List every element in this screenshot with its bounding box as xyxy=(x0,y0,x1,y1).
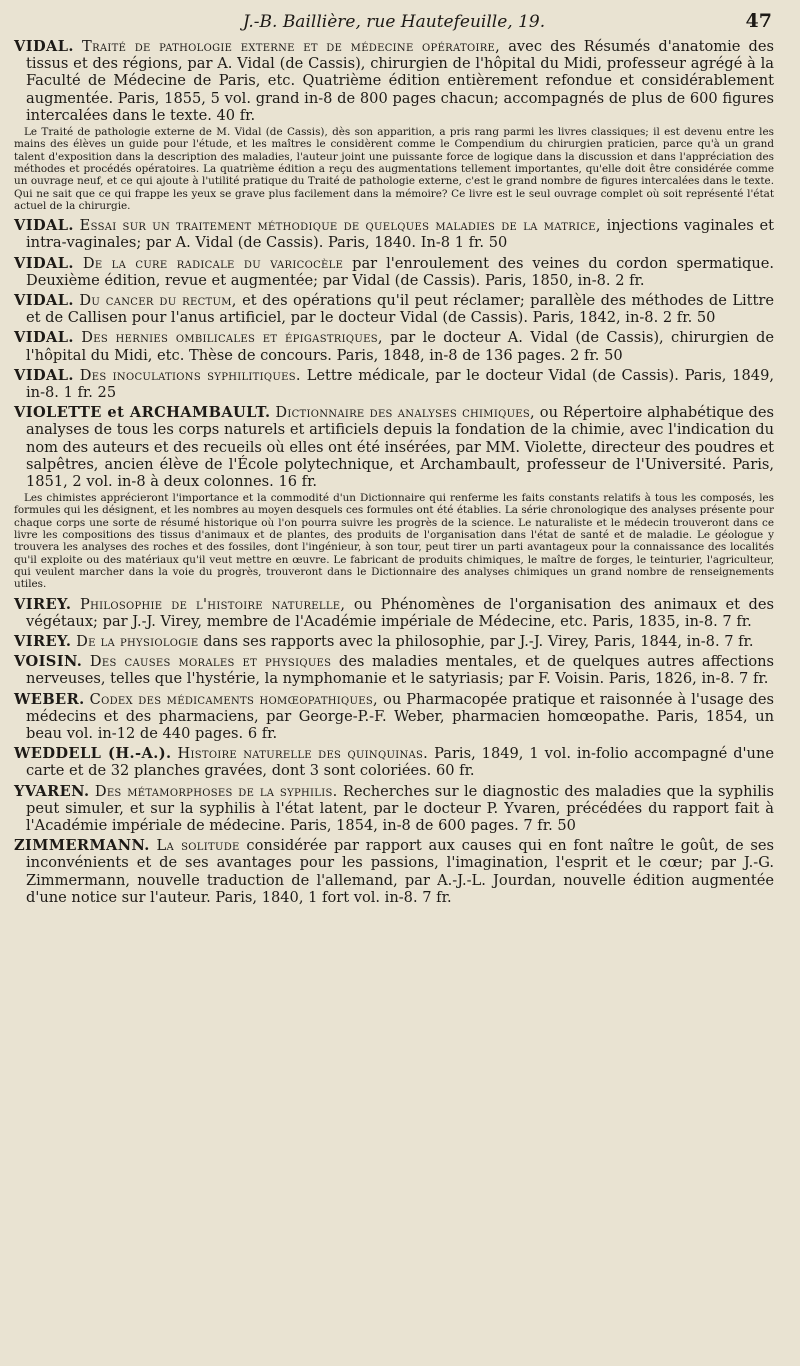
entry-body xyxy=(14,783,774,835)
catalog-entry xyxy=(14,255,774,289)
entry-description: avec des Résumés d'anatomie des tissus et des régions, par A. Vidal (de Cassis), chirurgien de l'hôpital du Midi, professeur agrégé à la Faculté de Médecine de Paris, etc. Quatrième édition entièrement refondue et considérablement augmentée. Paris, 1855, 5 vol. grand in-8 de 800 pages chacun; accompagnés de plus de 600 figures intercalées dans le texte. xyxy=(26,38,775,124)
catalog-entry xyxy=(14,292,774,326)
entry-description: dans ses rapports avec la philosophie, par J.-J. Virey, Paris, 1844, in-8. xyxy=(203,632,720,650)
page-number: 47 xyxy=(745,10,772,32)
entry-description: Lettre médicale, par le docteur Vidal (de Cassis). Paris, 1849, in-8. xyxy=(26,366,775,401)
entry-body xyxy=(14,255,774,289)
entry-price: 7 fr. xyxy=(422,888,452,906)
entry-body xyxy=(14,837,774,906)
entry-description: Recherches sur le diagnostic des maladies que la syphilis peut simuler, et sur la syphilis à l'état latent, par le docteur P. Yvaren, précédées du rapport fait à l'Académie impériale de médecine. Paris, 1854, in-8 de 600 pages. xyxy=(26,782,775,834)
entry-price: 1 fr. 25 xyxy=(63,383,117,401)
entry-title: Du cancer du rectum, xyxy=(79,291,237,309)
entry-author: ZIMMERMANN. xyxy=(14,837,150,855)
entry-title: Des métamorphoses de la syphilis. xyxy=(94,782,338,800)
entry-body xyxy=(14,404,774,490)
entry-author: VIDAL. xyxy=(14,38,74,55)
entry-body xyxy=(14,596,774,630)
catalog-entry xyxy=(14,633,774,650)
entry-description: ou Répertoire alphabétique des analyses de tous les corps naturels et artificiels depuis la fondation de la chimie, avec l'indication du nom des auteurs et des recueils où elles ont été insérées, par MM. Violette, directeur des poudres et salpêtres, ancien élève de l'École polytechnique, et Archambault, professeur de l'Université. Paris, 1851, 2 vol. in-8 à deux colonnes. xyxy=(26,404,775,490)
entry-body xyxy=(14,653,774,687)
entry-description: injections vaginales et intra-vaginales; par A. Vidal (de Cassis). Paris, 1840. In-8 xyxy=(26,217,775,252)
catalog-entry xyxy=(14,691,774,743)
entry-price: 6 fr. xyxy=(247,724,278,742)
entry-title: Des inoculations syphilitiques. xyxy=(79,366,301,384)
entry-title: Philosophie de l'histoire naturelle, xyxy=(80,595,346,613)
entry-price: 60 fr. xyxy=(435,762,475,780)
catalog-entry xyxy=(14,367,774,401)
entry-author: WEBER. xyxy=(14,690,85,708)
entry-description: ou Phénomènes de l'organisation des animaux et des végétaux; par J.-J. Virey, membre de l'Académie impériale de Médecine, etc. Paris, 1835, in-8. xyxy=(26,595,774,630)
catalog-entry xyxy=(14,38,774,212)
catalog-entry xyxy=(14,745,774,779)
entry-description: considérée par rapport aux causes qui en font naître le goût, de ses inconvénients et de ses avantages pour les passions, l'imagination, l'esprit et le cœur; par J.-G. Zimmermann, nouvelle traduction de l'allemand, par A.-J.-L. Jourdan, nouvelle édition augmentée d'une notice sur l'auteur. Paris, 1840, 1 fort vol. in-8. xyxy=(26,837,774,906)
entry-price: 7 fr. xyxy=(739,670,769,688)
entry-price: 40 fr. xyxy=(216,106,256,124)
entry-price: 2 fr. 50 xyxy=(662,309,716,327)
entry-body xyxy=(14,745,774,779)
publisher-line: J.-B. Baillière, rue Hautefeuille, 19. xyxy=(242,12,546,32)
entry-body xyxy=(14,691,774,743)
catalog-entry xyxy=(14,653,774,687)
catalog-entry xyxy=(14,329,774,363)
entry-title: De la cure radicale du varicocèle xyxy=(82,254,344,272)
entry-author: VIDAL. xyxy=(14,291,74,309)
entry-body xyxy=(14,367,774,401)
entry-body xyxy=(14,292,774,326)
catalog-entry xyxy=(14,783,774,835)
catalog-entry xyxy=(14,837,774,906)
entry-title: Des hernies ombilicales et épigastriques, xyxy=(81,329,383,347)
catalog-entries xyxy=(14,38,774,906)
entry-description: par l'enroulement des veines du cordon spermatique. Deuxième édition, revue et augmentée; par Vidal (de Cassis). Paris, 1850, in-8. xyxy=(26,254,775,289)
entry-note: Le Traité de pathologie externe de M. Vidal (de Cassis), dès son apparition, a pris rang parmi les livres classiques; il est devenu entre les mains des élèves un guide pour l'étude, et les maîtres le considèrent comme le Compendium du chirurgien praticien, parce qu'à un grand talent d'exposition dans la description des maladies, l'auteur joint une puissante force de logique dans la discussion et dans l'appréciation des méthodes et procédés opératoires. La quatrième édition a reçu des augmentations tellement importantes, qu'elle doit être considérée comme un ouvrage neuf, et ce qui ajoute à l'utilité pratique du Traité de pathologie externe, c'est le grand nombre de figures intercalées dans le texte. Qui ne sait que ce qui frappe les yeux se grave plus facilement dans la mémoire? Ce livre est le seul ouvrage complet où soit représenté l'état actuel de la chirurgie. xyxy=(14,126,774,212)
entry-price: 2 fr. xyxy=(615,271,645,289)
entry-author: VIDAL. xyxy=(14,217,74,235)
catalog-entry xyxy=(14,217,774,251)
entry-author: VIREY. xyxy=(14,632,72,650)
entry-title: Dictionnaire des analyses chimiques, xyxy=(275,404,535,422)
catalog-entry xyxy=(14,404,774,590)
entry-title: Histoire naturelle des quinquinas. xyxy=(177,745,429,763)
entry-author: WEDDELL (H.-A.). xyxy=(14,745,172,763)
entry-author: VIDAL. xyxy=(14,254,74,272)
entry-body xyxy=(14,38,774,124)
entry-price: 16 fr. xyxy=(278,472,318,490)
entry-description: et des opérations qu'il peut réclamer; parallèle des méthodes de Littre et de Callisen pour l'anus artificiel, par le docteur Vidal (de Cassis). Paris, 1842, in-8. xyxy=(26,291,775,327)
entry-author: VIOLETTE et ARCHAMBAULT. xyxy=(14,404,271,422)
entry-body xyxy=(14,633,774,650)
entry-price: 7 fr. 50 xyxy=(523,816,576,834)
entry-title: Des causes morales et physiques xyxy=(89,653,332,671)
entry-description: des maladies mentales, et de quelques autres affections nerveuses, telles que l'hystérie, la nymphomanie et le satyriasis; par F. Voisin. Paris, 1826, in-8. xyxy=(26,653,775,688)
entry-author: VIDAL. xyxy=(14,366,74,384)
running-head xyxy=(14,8,774,38)
entry-author: VIDAL. xyxy=(14,329,74,347)
entry-price: 2 fr. 50 xyxy=(570,346,623,364)
entry-author: VOISIN. xyxy=(14,653,83,671)
entry-note: Les chimistes apprécieront l'importance et la commodité d'un Dictionnaire qui renferme les faits constants relatifs à tous les composés, les formules qui les désignent, et les nombres au moyen desquels ces formules ont été établies. La série chronologique des analyses présente pour chaque corps une sorte de résumé historique où l'on pourra suivre les progrès de la science. Le naturaliste et le médecin trouveront dans ce livre les compositions des tissus d'animaux et de plantes, des produits de l'organisation dans l'état de santé et de maladie. Le géologue y trouvera les analyses des roches et des fossiles, dont l'ingénieur, à son tour, peut tirer un parti avantageux pour la connaissance des localités qu'il exploite ou des matériaux qu'il veut mettre en œuvre. Le fabricant de produits chimiques, le maître de forges, le teinturier, l'agriculteur, qui veulent marcher dans la voie du progrès, trouveront dans le Dictionnaire des analyses chimiques un grand nombre de renseignements utiles. xyxy=(14,492,774,591)
entry-title: La solitude xyxy=(156,837,240,855)
entry-title: Essai sur un traitement méthodique de quelques maladies de la matrice, xyxy=(79,217,601,235)
entry-description: ou Pharmacopée pratique et raisonnée à l'usage des médecins et des pharmaciens, par George-P.-F. Weber, pharmacien homœopathe. Paris, 1854, un beau vol. in-12 de 440 pages. xyxy=(26,690,775,742)
entry-title: Codex des médicaments homœopathiques, xyxy=(89,690,378,708)
entry-body xyxy=(14,217,774,251)
entry-price: 7 fr. xyxy=(724,632,754,650)
entry-author: VIREY. xyxy=(14,595,72,613)
entry-price: 7 fr. xyxy=(722,612,752,630)
entry-description: par le docteur A. Vidal (de Cassis), chirurgien de l'hôpital du Midi, etc. Thèse de concours. Paris, 1848, in-8 de 136 pages. xyxy=(26,329,775,364)
entry-author: YVAREN. xyxy=(14,782,90,800)
entry-price: 1 fr. 50 xyxy=(454,234,508,252)
entry-body xyxy=(14,329,774,363)
catalog-entry xyxy=(14,596,774,630)
entry-description: Paris, 1849, 1 vol. in-folio accompagné d'une carte et de 32 planches gravées, dont 3 sont coloriées. xyxy=(26,745,774,780)
entry-title: De la physiologie xyxy=(76,632,199,650)
entry-title: Traité de pathologie externe et de médecine opératoire, xyxy=(82,38,501,55)
